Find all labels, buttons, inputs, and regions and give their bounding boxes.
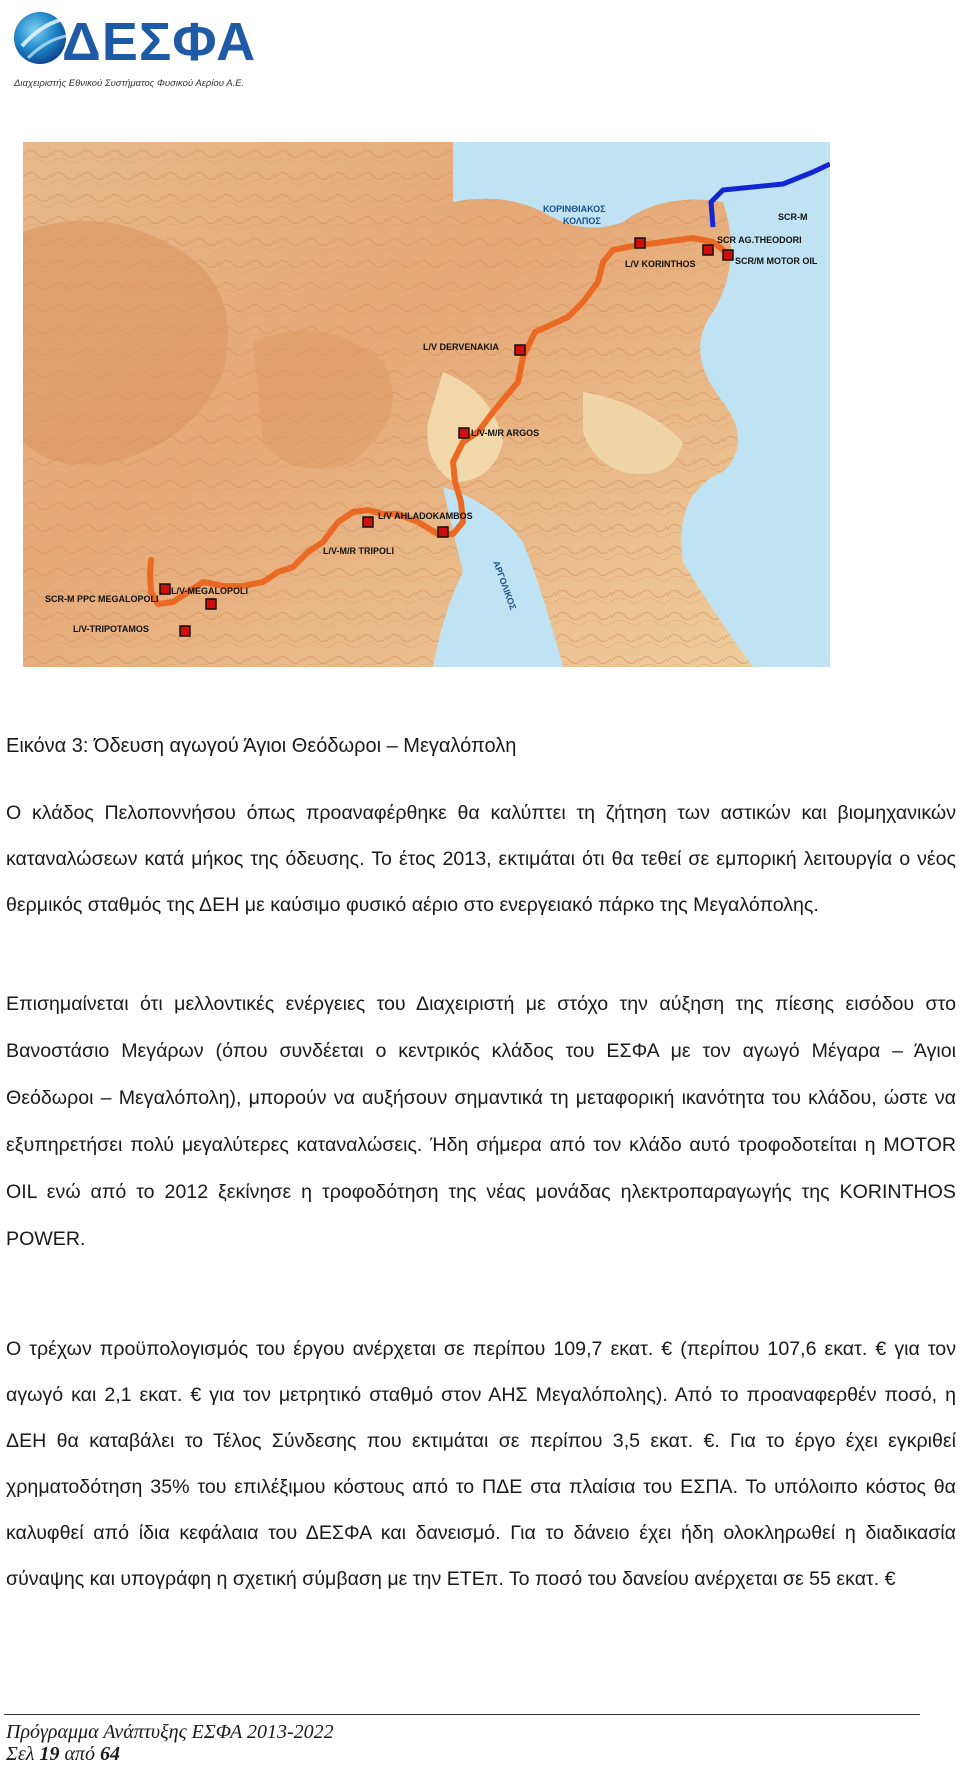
page-separator: από bbox=[59, 1743, 100, 1765]
station-label: L/V KORINTHOS bbox=[625, 259, 696, 269]
figure-caption: Εικόνα 3: Όδευση αγωγού Άγιοι Θεόδωροι – Μεγαλόπολη bbox=[6, 735, 517, 757]
desfa-logo bbox=[12, 6, 257, 96]
station-label: SCR AG.THEODORI bbox=[717, 235, 802, 245]
page-prefix: Σελ bbox=[6, 1743, 40, 1765]
body-paragraph: Ο κλάδος Πελοποννήσου όπως προαναφέρθηκε θα καλύπτει τη ζήτηση των αστικών και βιομηχανικών καταναλώσεων κατά μήκος της όδευσης. Το έτος 2013, εκτιμάται ότι θα τεθεί σε εμπορική λειτουργία ο νέος θερμικός σταθμός της ΔΕΗ με καύσιμο φυσικό αέριο στο ενεργειακό πάρκο της Μεγαλόπολης. bbox=[6, 802, 956, 916]
logo-subtitle: Διαχειριστής Εθνικού Συστήματος Φυσικού Αερίου Α.Ε. bbox=[14, 78, 245, 89]
svg-text:ΚΟΡΙΝΘΙΑΚΟΣ: ΚΟΡΙΝΘΙΑΚΟΣ bbox=[543, 204, 606, 214]
station-label: SCR/M MOTOR OIL bbox=[735, 256, 818, 266]
svg-text:ΚΟΛΠΟΣ: ΚΟΛΠΟΣ bbox=[563, 216, 601, 226]
station-label: L/V DERVENAKIA bbox=[423, 342, 499, 352]
station-label: SCR-M PPC MEGALOPOLI bbox=[45, 594, 159, 604]
body-paragraph: Επισημαίνεται ότι μελλοντικές ενέργειες του Διαχειριστή με στόχο την αύξηση της πίεσης εισόδου στο Βανοστάσιο Μεγάρων (όπου συνδέεται ο κεντρικός κλάδος του ΕΣΦΑ με τον αγωγό Μέγαρα – Άγιοι Θεόδωροι – Μεγαλόπολη), μπορούν να αυξήσουν σημαντικά τη μεταφορική ικανότητα του κλάδου, ώστε να εξυπηρετήσει πολύ μεγαλύτερες καταναλώσεις. Ήδη σήμερα από τον κλάδο αυτό τροφοδοτείται η MOTOR OIL ενώ από το 2012 ξεκίνησε η τροφοδότηση της νέας μονάδας ηλεκτροπαραγωγής της KORINTHOS POWER. bbox=[6, 993, 956, 1250]
footer-page-number bbox=[6, 1742, 120, 1766]
logo-text: ΔΕΣΦΑ bbox=[62, 12, 257, 72]
station-label: L/V-TRIPOTAMOS bbox=[73, 624, 149, 634]
station-label: L/V-MEGALOPOLI bbox=[171, 586, 249, 596]
footer-divider bbox=[4, 1714, 920, 1715]
page-number: 19 bbox=[39, 1743, 60, 1765]
pipeline-route-map bbox=[23, 142, 830, 667]
station-label: L/V AHLADOKAMBOS bbox=[378, 511, 473, 521]
page-total: 64 bbox=[99, 1743, 120, 1765]
footer-title: Πρόγραμμα Ανάπτυξης ΕΣΦΑ 2013-2022 bbox=[6, 1721, 334, 1743]
body-paragraph: Ο τρέχων προϋπολογισμός του έργου ανέρχεται σε περίπου 109,7 εκατ. € (περίπου 107,6 εκατ. € για τον αγωγό και 2,1 εκατ. € για τον μετρητικό σταθμό στον ΑΗΣ Μεγαλόπολης). Από το προαναφερθέν ποσό, η ΔΕΗ θα καταβάλει το Τέλος Σύνδεσης που εκτιμάται σε περίπου 3,5 εκατ. €. Για το έργο έχει εγκριθεί χρηματοδότηση 35% του επιλέξιμου κόστους από το ΠΔΕ στα πλαίσια του ΕΣΠΑ. Το υπόλοιπο κόστος θα καλυφθεί από ίδια κεφάλαια του ΔΕΣΦΑ και δανεισμό. Για το δάνειο έχει ήδη ολοκληρωθεί η διαδικασία σύναψης και υπογράφη η σχετική σύμβαση με την ΕΤΕπ. Το ποσό του δανείου ανέρχεται σε 55 εκατ. € bbox=[6, 1338, 956, 1590]
station-label: L/V-M/R TRIPOLI bbox=[323, 546, 394, 556]
station-label: SCR-M bbox=[778, 212, 808, 222]
svg-text:ΑΡΓΟΛΙΚΟΣ: ΑΡΓΟΛΙΚΟΣ bbox=[491, 559, 519, 612]
station-label: L/V-M/R ARGOS bbox=[471, 428, 540, 438]
